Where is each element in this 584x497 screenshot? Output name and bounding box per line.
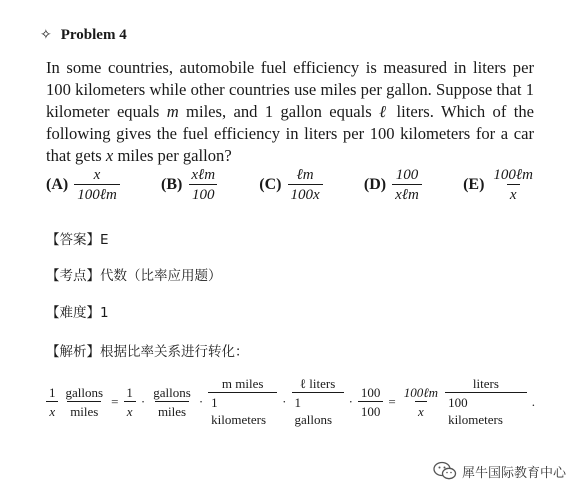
formula-fraction bbox=[401, 384, 441, 420]
problem-title: Problem 4 bbox=[60, 27, 127, 43]
formula-fraction bbox=[208, 375, 277, 428]
choice-fraction bbox=[188, 166, 218, 204]
topic-line: 【考点】代数（比率应用题） bbox=[46, 268, 222, 284]
denominator: x bbox=[507, 184, 520, 204]
choice-label: (C) bbox=[259, 176, 282, 193]
variable-x: x bbox=[105, 146, 114, 165]
denominator: xℓm bbox=[392, 184, 422, 204]
denominator: 100 bbox=[189, 184, 218, 204]
choice-label: (B) bbox=[161, 176, 183, 193]
numerator: 100 bbox=[395, 167, 419, 183]
choice-fraction bbox=[392, 166, 422, 204]
question-text bbox=[46, 57, 534, 167]
formula-fraction bbox=[63, 384, 107, 420]
numerator: 1 bbox=[49, 384, 56, 400]
formula-fraction bbox=[150, 384, 194, 420]
question-part: In some countries, automobile fuel efficiency is measured in liters per 100 kilometers while other countries use miles per gallon. Suppose that 1 kilometer equals bbox=[46, 58, 534, 121]
numerator: ℓm bbox=[296, 167, 314, 183]
variable-m: m bbox=[166, 102, 179, 121]
numerator: 100 bbox=[360, 384, 381, 400]
numerator: 100ℓm bbox=[403, 384, 439, 400]
wechat-icon bbox=[433, 461, 457, 481]
equals-sign: = bbox=[388, 393, 396, 409]
numerator: liters bbox=[472, 376, 499, 391]
choice-a bbox=[46, 166, 120, 204]
numerator: gallons bbox=[153, 384, 191, 400]
solution-formula bbox=[46, 375, 536, 428]
period: . bbox=[531, 393, 535, 409]
numerator: gallons bbox=[65, 384, 104, 400]
difficulty-line: 【难度】1 bbox=[46, 305, 109, 321]
numerator: ℓ liters bbox=[299, 376, 336, 391]
formula-fraction bbox=[46, 384, 59, 420]
choice-fraction bbox=[490, 166, 536, 204]
numerator: xℓm bbox=[191, 167, 216, 183]
denominator: 1 kilometers bbox=[208, 392, 277, 428]
numerator: 1 bbox=[126, 384, 133, 400]
denominator: 100ℓm bbox=[74, 184, 120, 204]
watermark bbox=[433, 461, 566, 481]
choice-label: (D) bbox=[363, 176, 387, 193]
question-part: miles per gallon? bbox=[113, 146, 232, 165]
problem-heading bbox=[40, 27, 127, 44]
diamond-icon: ✧ bbox=[40, 28, 52, 43]
formula-fraction bbox=[292, 375, 344, 428]
denominator: miles bbox=[155, 401, 189, 420]
numerator: x bbox=[93, 167, 101, 183]
multiply-dot: · bbox=[348, 393, 353, 409]
choice-label: (E) bbox=[463, 176, 485, 193]
equals-sign: = bbox=[111, 393, 119, 409]
numerator: m miles bbox=[221, 376, 264, 391]
choice-e bbox=[463, 166, 536, 204]
denominator: x bbox=[415, 401, 427, 420]
watermark-text: 犀牛国际教育中心 bbox=[461, 465, 566, 481]
formula-fraction bbox=[445, 375, 527, 428]
answer-line: 【答案】E bbox=[46, 232, 109, 248]
analysis-line: 【解析】根据比率关系进行转化： bbox=[46, 344, 249, 360]
answer-choices bbox=[46, 166, 536, 204]
denominator: 1 gallons bbox=[292, 392, 344, 428]
choice-d bbox=[364, 166, 422, 204]
choice-label: (A) bbox=[46, 176, 69, 193]
denominator: miles bbox=[67, 401, 101, 420]
formula-fraction bbox=[123, 384, 136, 420]
multiply-dot: · bbox=[140, 393, 146, 409]
denominator: x bbox=[124, 401, 136, 420]
denominator: x bbox=[46, 401, 58, 420]
choice-c bbox=[259, 166, 322, 204]
question-part: miles, and 1 gallon equals bbox=[178, 102, 380, 121]
numerator: 100ℓm bbox=[493, 167, 533, 183]
question-part: liters. Which of the following gives the fuel efficiency in liters per 100 kilometers for a car that gets bbox=[46, 102, 534, 165]
denominator: 100 bbox=[358, 401, 384, 420]
denominator: 100 kilometers bbox=[445, 392, 527, 428]
denominator: 100x bbox=[288, 184, 323, 204]
variable-l: ℓ bbox=[379, 102, 390, 121]
formula-fraction bbox=[358, 384, 384, 420]
choice-b bbox=[161, 166, 218, 204]
multiply-dot: · bbox=[282, 393, 287, 409]
choice-fraction bbox=[288, 166, 323, 204]
choice-fraction bbox=[74, 166, 120, 204]
multiply-dot: · bbox=[198, 393, 204, 409]
